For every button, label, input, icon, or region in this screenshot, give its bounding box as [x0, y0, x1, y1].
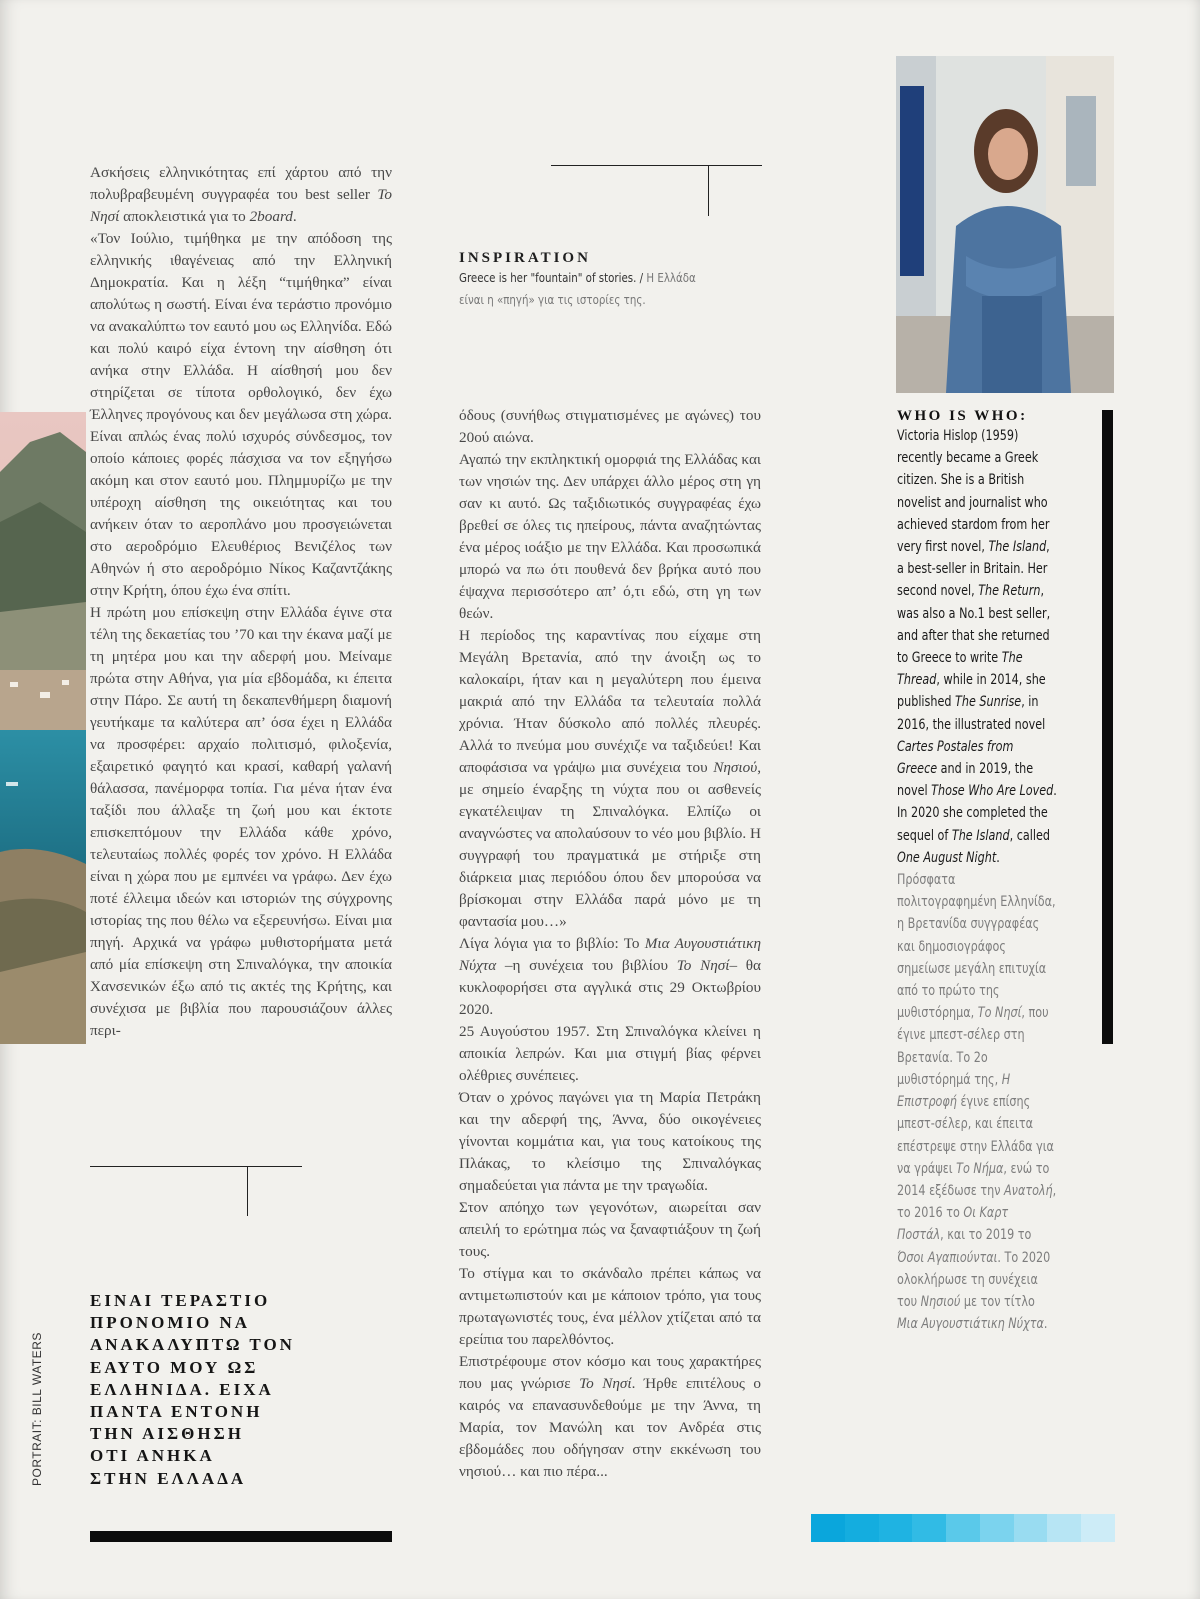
strip-swatch — [1014, 1514, 1048, 1542]
who-is-who-text — [897, 425, 1057, 1335]
pull-quote-line: ΣΤΗΝ ΕΛΛΑΔΑ — [90, 1468, 247, 1488]
mid-paragraph-7: Το στίγμα και το σκάνδαλο πρέπει κάπως να αντιμετωπιστούν και με κάποιον τρόπο, για τους πρωταγωνιστές τους, ένα μέλλον χτίζεται από τα ερείπια του παρελθόντος. — [459, 1265, 761, 1348]
pull-quote-line: ΑΝΑΚΑΛΥΠΤΩ ΤΟΝ — [90, 1335, 295, 1355]
author-portrait-photo — [896, 56, 1114, 393]
who-is-who-text-en: Victoria Hislop (1959) recently became a Greek citizen. She is a British novelist and journalist who achieved stardom from her very first novel, The Island, a best-seller in Britain. Her second novel, The Return, was also a No.1 best seller, and after that she returned to Greece to write The Thread, while in 2014, she published The Sunrise, in 2016, the illustrated novel Cartes Postales from Greece and in 2019, the novel Those Who Are Loved. In 2020 she completed the sequel of The Island, called One August Night. — [897, 428, 1057, 866]
left-paragraph-2: Η πρώτη μου επίσκεψη στην Ελλάδα έγινε στα τέλη της δεκαετίας του ’70 και την έκανα μαζί με τη μητέρα μου και την αδερφή μου. Μείναμε πρώτα στην Αθήνα, για μία εβδομάδα, κι έπειτα στην Πάρο. Σε αυτή τη δεκαπενθήμερη διαμονή γευτήκαμε τα καλύτερα απ’ όσα έχει η Ελλάδα να προσφέρει: αρχαίο πολιτισμό, φιλοξενία, εξαιρετικό φαγητό και κρασί, καθαρή γαλανή θάλασσα, πανέμορφα τοπία. Για μένα ήταν ένα ταξίδι που άλλαξε τη ζωή μου και έκτοτε επισκεπτόμουν την Ελλάδα κάθε χρόνο, τελευταίως πολλές φορές τον χρόνο. Η Ελλάδα είναι η χώρα που με εμπνέει να γράφω. Δεν έχω ποτέ έλλειμα ιδεών και ιστοριών της σύγχρονης ιστορίας της που θέλω να εξερευνήσω. Είναι μια πηγή. Αρχικά να γράφω μυθιστορήματα μετά από μία επίσκεψη στη Σπιναλόγκα, την αποικία Χανσενικών έξω από τις ακτές της Κρήτης, και συνέχισα με βιβλία που παρουσιάζουν άλλες περι- — [90, 604, 392, 1039]
strip-swatch — [811, 1514, 845, 1542]
who-is-who-text-gr: Πρόσφατα πολιτογραφημένη Ελληνίδα, η Βρετανίδα συγγραφέας και δημοσιογράφος σημείωσε μεγάλη επιτυχία από το πρώτο της μυθιστόρημα, Το Νησί, που έγινε μπεστ-σέλερ στη Βρετανία. Το 2ο μυθιστόρημά της, Η Επιστροφή έγινε επίσης μπεστ-σέλερ, και έπειτα επέστρεψε στην Ελλάδα για να γράψει Το Νήμα, ενώ το 2014 εξέδωσε την Ανατολή, το 2016 το Οι Καρτ Ποστάλ, και το 2019 το Όσοι Αγαπιούνται. Το 2020 ολοκλήρωσε τη συνέχεια του Νησιού με τον τίτλο Μια Αυγουστιάτικη Νύχτα. — [897, 872, 1057, 1333]
mid-paragraph-5: Όταν ο χρόνος παγώνει για τη Μαρία Πετράκη και την αδερφή της, Άννα, δύο οικογένειες γίνονται κομμάτια και, για τους κατοίκους της Πλάκας, το κλείσιμο της Σπιναλόγκας σημαδεύεται για πάντα με την τραγωδία. — [459, 1089, 761, 1194]
strip-swatch — [946, 1514, 980, 1542]
pull-quote-line: ΕΙΝΑΙ ΤΕΡΑΣΤΙΟ — [90, 1291, 271, 1310]
inspiration-text-gr: Η Ελλάδα είναι η «πηγή» για τις ιστορίες της. — [459, 270, 696, 307]
inspiration-heading: INSPIRATION — [459, 250, 591, 266]
bottom-t-divider-stem — [247, 1166, 248, 1216]
blue-gradient-strip — [811, 1514, 1115, 1542]
pull-quote — [90, 1290, 410, 1490]
mid-paragraph-0: όδους (συνήθως στιγματισμένες με αγώνες) του 20ού αιώνα. — [459, 407, 761, 446]
strip-swatch — [912, 1514, 946, 1542]
strip-swatch — [1047, 1514, 1081, 1542]
top-t-divider-stem — [708, 165, 709, 216]
inspiration-text — [459, 267, 697, 311]
strip-swatch — [845, 1514, 879, 1542]
middle-body-column — [459, 405, 761, 1483]
landscape-image — [0, 412, 86, 1044]
mid-paragraph-1: Αγαπώ την εκπληκτική ομορφιά της Ελλάδας και των νησιών της. Δεν υπάρχει άλλο μέρος στη γη σαν κι αυτό. Ως ταξιδιωτικός συγγραφέας έχω βρεθεί σε όλες τις ηπείρους, πάντα αναζητώντας ένα μέρος ιοάξιο με την Ελλάδα. Και προσωπικά μπορώ να πω ότι πουθενά δεν βρήκα αυτό που έψαχνα περισσότερο απ’ ό,τι εδώ, στη γη των θεών. — [459, 451, 761, 622]
pull-quote-line: ΤΗΝ ΑΙΣΘΗΣΗ — [90, 1424, 244, 1444]
inspiration-text-en: Greece is her "fountain" of stories. / — [459, 270, 644, 285]
left-body-column — [90, 162, 392, 1042]
mid-paragraph-8: Επιστρέφουμε στον κόσμο και τους χαρακτήρες που μας γνώρισε Το Νησί. Ήρθε επιτέλους ο καιρός να επανασυνδεθούμε με την Άννα, τη Μαρία, τον Μανώλη και τον Ανδρέα στις εβδομάδες που οδήγησαν στην εκκένωση του νησιού… και πιο πέρα... — [459, 1353, 761, 1480]
pull-quote-line: ΠΡΟΝΟΜΙΟ ΝΑ — [90, 1313, 251, 1333]
strip-swatch — [980, 1514, 1014, 1542]
mid-paragraph-6: Στον απόηχο των γεγονότων, αιωρείται σαν απειλή το ερώτημα πώς να ξαναφτιάξουν τη ζωή τους. — [459, 1199, 761, 1260]
who-is-who-heading: WHO IS WHO: — [897, 408, 1028, 424]
bottom-t-divider — [90, 1166, 302, 1167]
pull-quote-line: ΕΑΥΤΟ ΜΟΥ ΩΣ — [90, 1357, 259, 1377]
mid-paragraph-2: Η περίοδος της καραντίνας που είχαμε στη Μεγάλη Βρετανία, από την άνοιξη ως το καλοκαίρι, ήταν και η μεγαλύτερη που έμεινα μακριά από την Ελλάδα τα τελευταία πολλά χρόνια. Ήταν δύσκολο από πολλές πλευρές. Αλλά το πνεύμα μου συνέχιζε να ταξιδεύει! Και αποφάσισα να γράψω μια συνέχεια του Νησιού, με σημείο έναρξης τη νύχτα που οι ασθενείς εγκατέλειψαν τη Σπιναλόγκα. Ελπίζω οι αναγνώστες να απολαύσουν το νέο μου βιβλίο. Η συγγραφή του πραγματικά με στήριξε στη διάρκεια μιας περιόδου όπου δεν μπορούσα να βρίσκομαι στην Ελλάδα παρά μόνο με τη φαντασία μου…» — [459, 627, 761, 930]
strip-swatch — [1081, 1514, 1115, 1542]
strip-swatch — [879, 1514, 913, 1542]
left-paragraph-1: «Τον Ιούλιο, τιμήθηκα με την απόδοση της ελληνικής ιθαγένειας από την Ελληνική Δημοκρατία. Και η λέξη “τιμήθηκα” είναι απολύτως η σωστή. Είναι ένα τεράστιο προνόμιο να ανακαλύπτω τον εαυτό μου ως Ελληνίδα. Εδώ και πολύ καιρό είχα έντονη την αίσθηση ότι ανήκα στην Ελλάδα. Η αίσθησή μου δεν στηρίζεται σε τίποτα ορθολογικό, δεν έχω Έλληνες προγόνους και δεν μεγάλωσα στη χώρα. Είναι απλώς ένας πολύ ισχυρός σύνδεσμος, τον οποίο κάποιες φορές πάσχισα να τον εξηγήσω ακόμη και στον εαυτό μου. Πλημμυρίζω με την υπέροχη αίσθηση της οικειότητας και του ανήκειν όταν το αεροπλάνο μου προσγειώνεται στο αεροδρόμιο Ελευθέριος Βενιζέλος των Αθηνών ή στο αεροδρόμιο Νίκος Καζαντζάκης στην Κρήτη, όπου έχω ένα σπίτι. — [90, 230, 392, 599]
pull-quote-line: ΕΛΛΗΝΙΔΑ. ΕΙΧΑ — [90, 1379, 274, 1399]
pull-quote-black-rule — [90, 1531, 392, 1542]
mid-paragraph-3: Λίγα λόγια για το βιβλίο: Το Μια Αυγουστιάτικη Νύχτα –η συνέχεια του βιβλίου Το Νησί– θα κυκλοφορήσει στα αγγλικά στις 29 Οκτωβρίου 2020. — [459, 935, 761, 1018]
photo-credit: PORTRAIT: BILL WATERS — [30, 1332, 44, 1486]
who-is-who-sidebar — [897, 408, 1077, 1335]
portrait-image — [896, 56, 1114, 393]
pull-quote-line: ΟΤΙ ΑΝΗΚΑ — [90, 1446, 215, 1466]
left-paragraph-intro: Ασκήσεις ελληνικότητας επί χάρτου από την πολυβραβευμένη συγγραφέα του best seller Το Νησί αποκλειστικά για το 2board. — [90, 164, 392, 225]
mid-paragraph-4: 25 Αυγούστου 1957. Στη Σπιναλόγκα κλείνει η αποικία λεπρών. Και μια στιγμή βίας φέρνει ολέθριες συνέπειες. — [459, 1023, 761, 1084]
inspiration-caption — [459, 250, 699, 311]
top-t-divider — [551, 165, 762, 166]
sidebar-black-rule — [1102, 410, 1113, 1044]
pull-quote-line: ΠΑΝΤΑ ΕΝΤΟΝΗ — [90, 1402, 263, 1422]
landscape-photo-strip — [0, 412, 86, 1044]
